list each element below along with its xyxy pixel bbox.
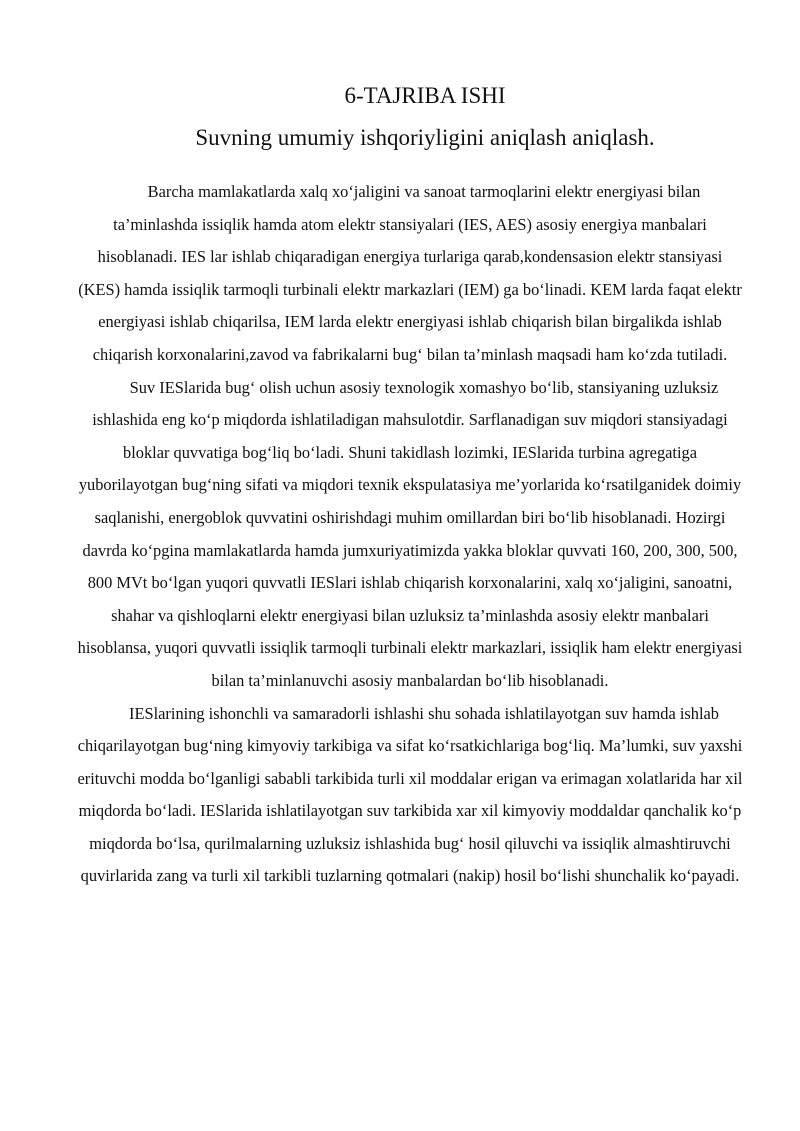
lab-title-heading: Suvning umumiy ishqoriyligini aniqlash aniqlash. [195, 125, 655, 150]
paragraph-water-usage: Suv IESlarida bug‘ olish uchun asosiy texnologik xomashyo bo‘lib, stansiyaning uzluksiz ishlashida eng ko‘p miqdorda ishlatiladigan mahsulotdir. Sarflanadigan suv miqdori stansiyadagi bloklar quvvatiga bog‘liq bo‘ladi. Shuni takidlash lozimki, IESlarida turbina agregatiga yuborilayotgan bug‘ning sifati va miqdori texnik ekspulatasiya me’yorlarida ko‘rsatilganidek doimiy saqlanishi, energoblok quvvatini oshirishdagi muhim omillardan biri bo‘lib hisoblanadi. Hozirgi davrda ko‘pgina mamlakatlarda hamda jumxuriyatimizda yakka bloklar quvvati 160, 200, 300, 500, 800 MVt bo‘lgan yuqori quvvatli IESlari ishlab chiqarish korxonalarini, xalq xo‘jaligini, sanoatni, shahar va qishloqlarni elektr energiyasi bilan uzluksiz ta’minlashda asosiy elektr manbalari hisoblansa, yuqori quvvatli issiqlik tarmoqli turbinali elektr markazlari, issiqlik ham elektr energiyasi bilan ta’minlanuvchi asosiy manbalardan bo‘lib hisoblanadi. [77, 377, 743, 690]
paragraph-water-quality: IESlarining ishonchli va samaradorli ishlashi shu sohada ishlatilayotgan suv hamda ishlab chiqarilayotgan bug‘ning kimyoviy tarkibiga va sifat ko‘rsatkichlariga bog‘liq. Ma’lumki, suv yaxshi erituvchi modda bo‘lganligi sababli tarkibida turli xil moddalar erigan va erimagan xolatlarida har xil miqdorda bo‘ladi. IESlarida ishlatilayotgan suv tarkibida xar xil kimyoviy moddaldar qanchalik ko‘p miqdorda bo‘lsa, qurilmalarning uzluksiz ishlashida bug‘ hosil qiluvchi va issiqlik almashtiruvchi quvirlarida zang va turli xil tarkibli tuzlarning qotmalari (nakip) hosil bo‘lishi shunchalik ko‘payadi. [77, 703, 743, 886]
document-body [76, 176, 744, 893]
paragraph-intro: Barcha mamlakatlarda xalq xo‘jaligini va sanoat tarmoqlarini elektr energiyasi bilan ta’minlashda issiqlik hamda atom elektr stansiyalari (IES, AES) asosiy energiya manbalari hisoblanadi. IES lar ishlab chiqaradigan energiya turlariga qarab,kondensasion elektr stansiyasi (KES) hamda issiqlik tarmoqli turbinali elektr markazlari (IEM) ga bo‘linadi. KEM larda faqat elektr energiyasi ishlab chiqarilsa, IEM larda elektr energiyasi ishlab chiqarish bilan birgalikda ishlab chiqarish korxonalarini,zavod va fabrikalarni bug‘ bilan ta’minlash maqsadi ham ko‘zda tutiladi. [78, 182, 742, 364]
lab-number-heading: 6-TAJRIBA ISHI [344, 83, 506, 108]
